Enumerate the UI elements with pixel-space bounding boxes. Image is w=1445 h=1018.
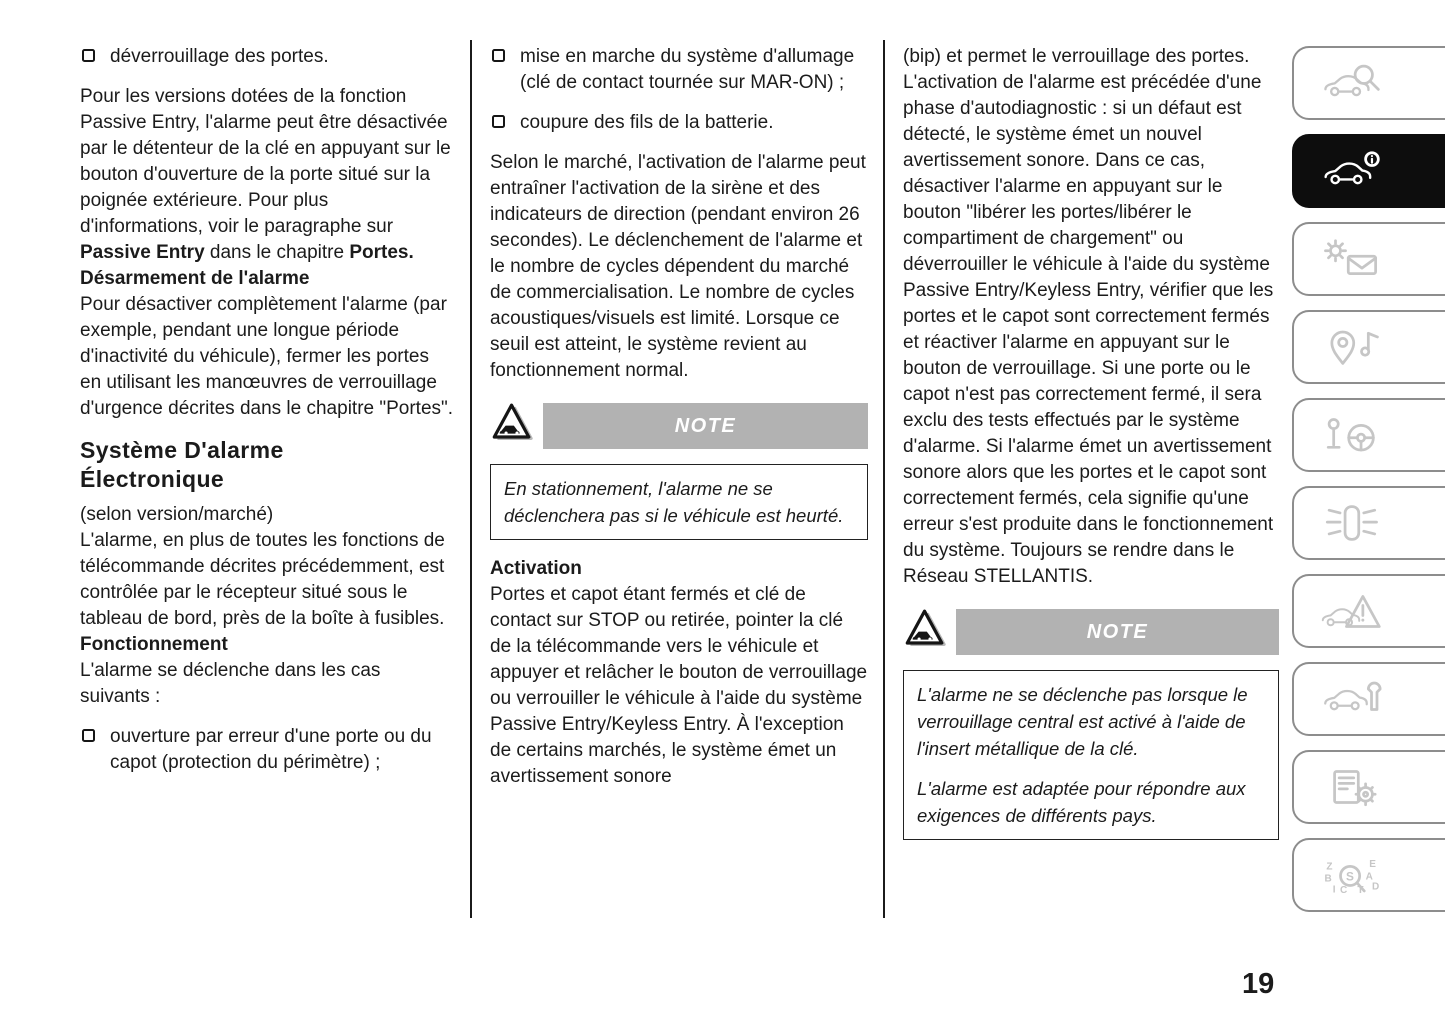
text-segment: dans le chapitre bbox=[204, 242, 350, 263]
list-item bbox=[80, 44, 454, 70]
tab-driver-assist[interactable] bbox=[1292, 486, 1445, 560]
section-heading-alarm-system bbox=[80, 436, 454, 494]
navigation-audio-icon bbox=[1320, 325, 1382, 369]
subheading-activation: Activation bbox=[490, 558, 582, 579]
car-wrench-icon bbox=[1320, 677, 1382, 721]
text-segment: Pour les versions dotées de la fonction Passive Entry, l'alarme peut être désactivée par le détenteur de la clé en appuyant sur le bouton d'ouverture de la porte situé sur la poignée extérieure. Pour plus d'informations, voir le paragraphe sur bbox=[80, 86, 451, 237]
operation-intro: L'alarme se déclenche dans les cas suivants : bbox=[80, 660, 381, 707]
svg-text:I: I bbox=[1332, 884, 1336, 896]
tab-emergency[interactable] bbox=[1292, 574, 1445, 648]
tab-car-info[interactable] bbox=[1292, 134, 1445, 208]
square-bullet-icon bbox=[82, 49, 95, 62]
paragraph-continuation: (bip) et permet le verrouillage des portes. L'activation de l'alarme est précédée d'une phase d'autodiagnostic : si un défaut est détecté, le système émet un nouvel avertissement sonore. Dans ce cas, désactiver l'alarme en appuyant sur le bouton "libérer les portes/libérer le compartiment de chargement" ou déverrouiller le véhicule à l'aide du système Passive Entry/Keyless Entry, vérifier que les portes et le capot sont correctement fermés et réactiver l'alarme en appuyant sur le bouton de verrouillage. Si une porte ou le capot n'est pas correctement fermé, il sera exclu des tests effectués par le système d'alarme. Si l'alarme émet un avertissement sonore alors que les portes et le capot sont correctement fermés, cela signifie qu'une erreur s'est produite dans le fonctionnement du système. Toujours se rendre dans le Réseau STELLANTIS. bbox=[903, 46, 1274, 587]
column-divider bbox=[883, 40, 885, 918]
text-bold-portes: Portes. bbox=[349, 242, 414, 263]
document-gear-icon bbox=[1320, 765, 1382, 809]
tab-index[interactable] bbox=[1292, 838, 1445, 912]
svg-text:S: S bbox=[1345, 869, 1354, 884]
paragraph-market: Selon le marché, l'activation de l'alarme peut entraîner l'activation de la sirène et des indicateurs de direction (pendant environ 26 secondes). Le déclenchement de l'alarme et le nombre de cycles dépendent du marché de commercialisation. Le nombre de cycles acoustiques/visuels est limité. Lorsque ce seuil est atteint, le système revient au fonctionnement normal. bbox=[490, 152, 866, 381]
sun-message-icon bbox=[1320, 237, 1382, 281]
paragraph-receiver: L'alarme, en plus de toutes les fonctions de télécommande décrites précédemment, est contrôlée par le récepteur situé sous le tableau de bord, près de la boîte à fusibles. bbox=[80, 530, 445, 629]
square-bullet-icon bbox=[492, 49, 505, 62]
list-item-text: ouverture par erreur d'une porte ou du capot (protection du périmètre) ; bbox=[110, 726, 432, 773]
paragraph-disarm: Pour désactiver complètement l'alarme (par exemple, pendant une longue période d'inactivité du véhicule), fermer les portes en utilisant les manœuvres de verrouillage d'urgence décrites dans le chapitre "Portes". bbox=[80, 294, 454, 419]
car-search-icon bbox=[1320, 61, 1382, 105]
note-box bbox=[490, 464, 868, 540]
note-text: En stationnement, l'alarme ne se déclenchera pas si le véhicule est heurté. bbox=[504, 478, 844, 526]
tab-navigation-audio[interactable] bbox=[1292, 310, 1445, 384]
square-bullet-icon bbox=[82, 729, 95, 742]
svg-text:B: B bbox=[1324, 873, 1332, 885]
svg-text:E: E bbox=[1369, 858, 1376, 870]
paragraph-activation: Portes et capot étant fermés et clé de contact sur STOP ou retirée, pointer la clé de la télécommande vers le véhicule et appuyer et relâcher le bouton de verrouillage ou verrouiller le véhicule à l'aide du système Passive Entry/Keyless Entry. À l'exception de certains marchés, le système émet un avertissement sonore bbox=[490, 584, 868, 787]
section-tab-bar bbox=[1292, 46, 1445, 926]
note-text: L'alarme est adaptée pour répondre aux exigences de différents pays. bbox=[917, 778, 1246, 826]
warning-sign-icon bbox=[903, 608, 947, 656]
svg-text:A: A bbox=[1365, 871, 1373, 883]
car-warning-triangle-icon bbox=[1320, 589, 1382, 633]
subheading-operation: Fonctionnement bbox=[80, 634, 228, 655]
gearshift-steering-icon bbox=[1320, 413, 1382, 457]
square-bullet-icon bbox=[492, 115, 505, 128]
tab-driving[interactable] bbox=[1292, 398, 1445, 472]
note-text: L'alarme ne se déclenche pas lorsque le verrouillage central est activé à l'aide de l'insert métallique de la clé. bbox=[917, 684, 1248, 759]
tab-maintenance[interactable] bbox=[1292, 662, 1445, 736]
note-label: NOTE bbox=[674, 415, 737, 437]
car-info-icon bbox=[1320, 149, 1382, 193]
note-label: NOTE bbox=[1086, 621, 1149, 643]
heading-line: Système D'alarme bbox=[80, 437, 284, 463]
heading-line: Électronique bbox=[80, 466, 225, 492]
driver-assist-icon bbox=[1320, 501, 1382, 545]
list-item bbox=[490, 110, 868, 136]
svg-text:T: T bbox=[1357, 885, 1364, 897]
svg-text:D: D bbox=[1371, 881, 1380, 893]
warning-sign-icon bbox=[490, 402, 534, 450]
list-item bbox=[80, 724, 454, 776]
note-header bbox=[903, 608, 1279, 656]
column-2 bbox=[490, 44, 868, 790]
list-item bbox=[490, 44, 868, 96]
note-header bbox=[490, 402, 868, 450]
page-number: 19 bbox=[1242, 968, 1275, 1000]
paragraph-passive-entry bbox=[80, 84, 454, 266]
subheading-disarm: Désarmement de l'alarme bbox=[80, 268, 310, 289]
version-note: (selon version/marché) bbox=[80, 504, 274, 525]
list-item-text: déverrouillage des portes. bbox=[110, 46, 329, 67]
column-1 bbox=[80, 44, 454, 790]
svg-text:C: C bbox=[1340, 885, 1348, 897]
list-item-text: mise en marche du système d'allumage (clé de contact tournée sur MAR-ON) ; bbox=[520, 46, 855, 93]
note-title-bar bbox=[543, 403, 868, 449]
list-item-text: coupure des fils de la batterie. bbox=[520, 112, 774, 133]
column-divider bbox=[470, 40, 472, 918]
tab-specifications[interactable] bbox=[1292, 750, 1445, 824]
note-box bbox=[903, 670, 1279, 840]
tab-car-search[interactable] bbox=[1292, 46, 1445, 120]
index-search-icon bbox=[1320, 853, 1382, 897]
text-bold-passive-entry: Passive Entry bbox=[80, 242, 205, 263]
svg-text:Z: Z bbox=[1326, 861, 1333, 873]
tab-lights-messages[interactable] bbox=[1292, 222, 1445, 296]
column-3 bbox=[903, 44, 1279, 840]
note-title-bar bbox=[956, 609, 1279, 655]
